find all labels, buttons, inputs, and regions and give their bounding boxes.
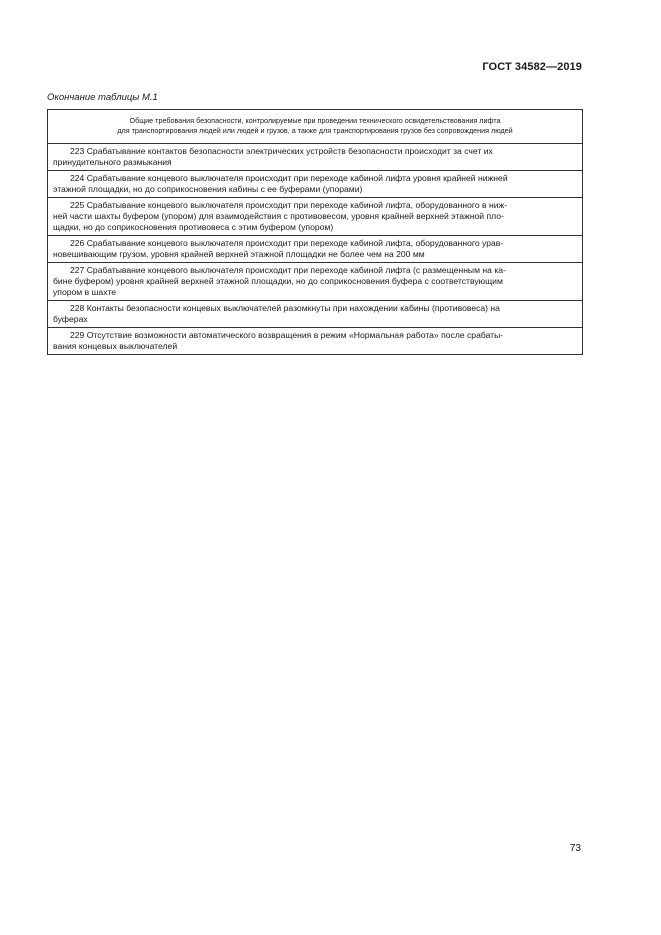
row-line: 229 Отсутствие возможности автоматического возвращения в режим «Нормальная работа» после срабаты- [70,330,504,340]
row-line: щадки, но до соприкосновения противовеса с этим буфером (упором) [53,222,334,232]
table-row [48,144,583,171]
table-row [48,171,583,198]
row-line: буферах [53,314,88,324]
document-code: ГОСТ 34582—2019 [482,61,582,73]
row-line: 225 Срабатывание концевого выключателя происходит при переходе кабиной лифта, оборудованного в ниж- [70,200,508,210]
page-number: 73 [569,843,581,854]
table-header-cell [48,110,583,144]
row-line: вания концевых выключателей [53,341,178,351]
requirement-224 [48,171,583,198]
row-line: этажной площадки, но до соприкосновения кабины с ее буферами (упорами) [53,184,363,194]
row-line: ней части шахты буфером (упором) для взаимодействия с противовесом, уровня крайней верхней этажной пло- [53,211,504,221]
table-row [48,198,583,236]
row-line: принудительного размыкания [53,157,172,167]
table-header-line: Общие требования безопасности, контролируемые при проведении технического освидетельствования лифта [129,116,501,125]
table-row [48,236,583,263]
requirement-229 [48,328,583,355]
row-line: 227 Срабатывание концевого выключателя происходит при переходе кабиной лифта (с размещенным на ка- [70,265,506,275]
table-caption: Окончание таблицы М.1 [47,92,158,103]
row-line: бине буфером) уровня крайней верхней этажной площадки, но до соприкосновения буфера с соответствующим [53,276,503,286]
row-line: 224 Срабатывание концевого выключателя происходит при переходе кабиной лифта уровня крайней нижней [70,173,508,183]
requirement-226 [48,236,583,263]
row-line: 226 Срабатывание концевого выключателя происходит при переходе кабиной лифта, оборудованного урав- [70,238,504,248]
requirement-223 [48,144,583,171]
requirement-228 [48,301,583,328]
row-line: 223 Срабатывание контактов безопасности электрических устройств безопасности происходит за счет их [70,146,493,156]
table-row [48,263,583,301]
requirement-225 [48,198,583,236]
row-line: упором в шахте [53,287,117,297]
table-row [48,328,583,355]
table-header-line: для транспортирования людей или людей и грузов, а также для транспортирования грузов без сопровождения людей [117,126,513,135]
table-header-row [48,110,583,144]
row-line: новешивающим грузом, уровня крайней верхней этажной площадки не более чем на 200 мм [53,249,425,259]
table-row [48,301,583,328]
requirement-227 [48,263,583,301]
row-line: 228 Контакты безопасности концевых выключателей разомкнуты при нахождении кабины (противовеса) на [70,303,500,313]
requirements-table [47,109,583,355]
